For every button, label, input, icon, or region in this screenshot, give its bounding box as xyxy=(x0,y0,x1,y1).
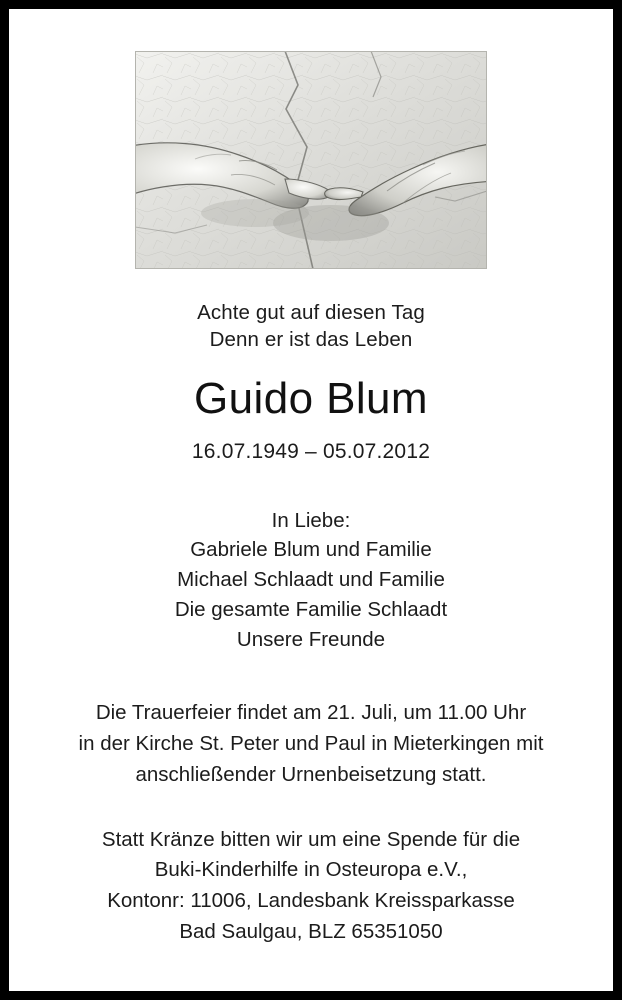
hands-illustration-icon xyxy=(135,51,487,269)
ceremony-line: in der Kirche St. Peter und Paul in Mieterkingen mit xyxy=(78,732,544,756)
donation-line: Kontonr: 11006, Landesbank Kreissparkasse xyxy=(107,889,515,913)
ceremony-line: Die Trauerfeier findet am 21. Juli, um 11.00 Uhr xyxy=(95,701,527,725)
mourner-line: Unsere Freunde xyxy=(236,627,386,651)
motto-line-1: Achte gut auf diesen Tag xyxy=(197,301,425,324)
donation-line: Bad Saulgau, BLZ 65351050 xyxy=(179,919,443,943)
mourner-line: Michael Schlaadt und Familie xyxy=(177,568,445,592)
mourner-line: Die gesamte Familie Schlaadt xyxy=(174,597,448,621)
motto-text xyxy=(197,299,425,354)
donation-details xyxy=(102,825,520,948)
deceased-name: Guido Blum xyxy=(194,373,428,423)
ceremony-line: anschließender Urnenbeisetzung statt. xyxy=(135,762,487,786)
donation-line: Buki-Kinderhilfe in Osteuropa e.V., xyxy=(154,858,468,882)
mourners-intro: In Liebe: xyxy=(271,508,351,532)
notice-inner xyxy=(9,9,613,991)
motto-line-2: Denn er ist das Leben xyxy=(209,328,413,352)
donation-line: Statt Kränze bitten wir um eine Spende für die xyxy=(101,827,521,851)
mourners-block xyxy=(175,506,447,655)
mourner-line: Gabriele Blum und Familie xyxy=(190,538,432,562)
ceremony-details xyxy=(79,698,544,790)
life-dates: 16.07.1949 – 05.07.2012 xyxy=(191,439,431,463)
creation-of-adam-hands-image xyxy=(135,51,487,269)
